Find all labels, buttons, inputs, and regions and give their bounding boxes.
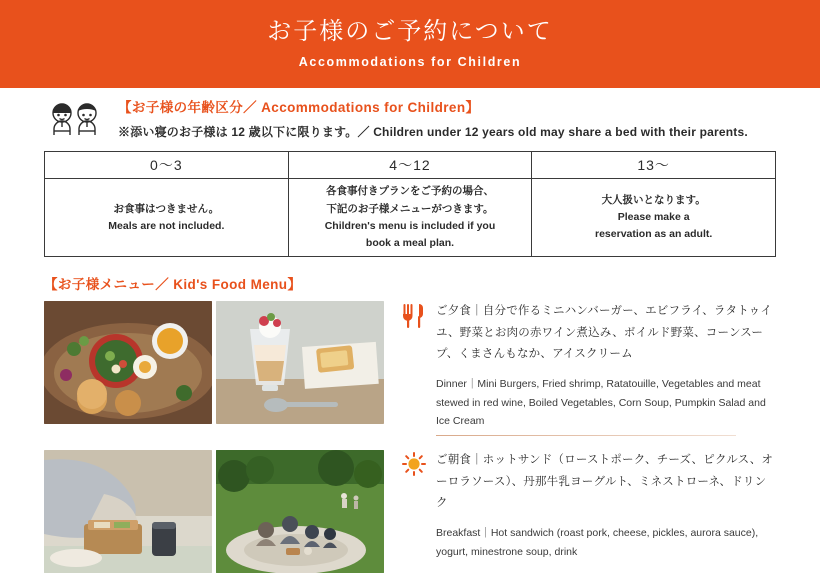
age-categories-section (0, 88, 820, 257)
page-title: お子様のご予約について (267, 17, 553, 45)
sun-icon (402, 450, 426, 573)
text-underline-decoration (436, 435, 736, 436)
table-cell-age-13-up (532, 179, 776, 257)
cell-line: 大人扱いとなります。 (601, 193, 706, 206)
age-section-title: 【お子様の年齢区分／ Accommodations for Children】 (118, 100, 480, 115)
breakfast-photo-group (44, 450, 384, 573)
age-section-note: ※添い寝のお子様は 12 歳以下に限ります。／ Children under 12 years old may share a bed with their parents. (118, 125, 748, 140)
dinner-description (384, 301, 776, 436)
breakfast-en-text: Breakfast｜Hot sandwich (roast pork, cheese, pickles, aurora sauce), yogurt, minestrone soup, drink (436, 527, 759, 558)
dinner-plate-photo (44, 301, 212, 424)
breakfast-jp-text: ご朝食｜ホットサンド（ローストポーク、チーズ、ピクルス、オーロラソース）、丹那牛乳ヨーグルト、ミネストローネ、ドリンク (436, 454, 774, 509)
breakfast-description (384, 450, 776, 573)
kids-menu-title: 【お子様メニュー／ Kid's Food Menu】 (44, 277, 302, 293)
table-header-cell: 13〜 (532, 152, 776, 179)
cutlery-icon (402, 301, 426, 436)
family-picnic-photo (216, 450, 384, 573)
cell-line: book a meal plan. (365, 237, 455, 250)
dinner-photo-group (44, 301, 384, 424)
cell-line: reservation as an adult. (595, 228, 713, 241)
cell-line: Meals are not included. (108, 219, 225, 232)
page-subtitle: Accommodations for Children (298, 55, 522, 70)
cell-line: 下記のお子様メニューがつきます。 (326, 202, 494, 215)
table-cell-age-0-3 (45, 179, 289, 257)
menu-row-dinner (0, 301, 820, 436)
menu-row-breakfast (0, 450, 820, 573)
dessert-parfait-photo (216, 301, 384, 424)
age-category-table (44, 151, 776, 257)
dinner-en-text: Dinner｜Mini Burgers, Fried shrimp, Ratatouille, Vegetables and meat stewed in red wine, Boiled Vegetables, Corn Soup, Pumpkin Salad and Ice Cream (436, 378, 766, 427)
table-row (45, 179, 776, 257)
page-header-banner (0, 0, 820, 88)
cell-line: Please make a (617, 211, 690, 224)
cell-line: 各食事付きプランをご予約の場合、 (325, 185, 494, 198)
table-cell-age-4-12 (288, 179, 532, 257)
two-children-faces-icon (44, 102, 106, 136)
age-section-heading (44, 100, 776, 140)
cell-line: お食事はつきません。 (113, 202, 220, 215)
table-header-row (45, 152, 776, 179)
breakfast-box-photo (44, 450, 212, 573)
table-header-cell: 4〜12 (288, 152, 532, 179)
cell-line: Children's menu is included if you (324, 219, 496, 232)
table-header-cell: 0〜3 (45, 152, 289, 179)
dinner-jp-text: ご夕食｜自分で作るミニハンバーガー、エビフライ、ラタトゥイユ、野菜とお肉の赤ワイン煮込み、ボイルド野菜、コーンスープ、くまさんもなか、アイスクリーム (436, 305, 773, 360)
